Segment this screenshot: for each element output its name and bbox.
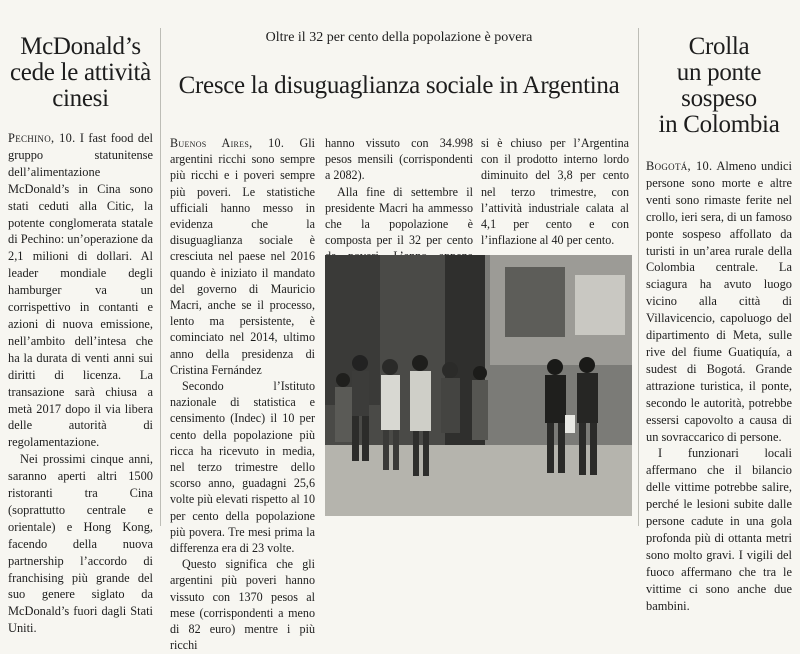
left-headline-line1: McDonald’s bbox=[20, 33, 141, 60]
right-column-rule bbox=[638, 28, 639, 526]
news-photo bbox=[325, 255, 632, 516]
left-headline-line2: cede le attività bbox=[10, 59, 151, 86]
left-headline bbox=[8, 34, 153, 112]
left-paragraph-2: Nei prossimi cinque anni, saranno aperti altri 1500 ristoranti tra Cina (soprattutto centrale e orientale) e Hong Kong, facendo della nuova partnership l’accordo di franchising più grande del suo genere siglato da McDonald’s fuori dagli Stati Uniti. bbox=[8, 452, 153, 636]
left-body bbox=[8, 130, 153, 637]
right-paragraph-2: I funzionari locali affermano che il bilancio delle vittime potrebbe salire, perché le lesioni subite dalle persone cadute in una gola profonda più di ottanta metri sono molto gravi. I vigili del fuoco affermano che tra le vittime ci sono anche due bambini. bbox=[646, 446, 792, 613]
center-col1-paragraph-1-text: Gli argentini ricchi sono sempre più ricchi e i poveri sempre più poveri. Le statistiche ufficiali hanno messo in evidenza che la disuguaglianza sociale è cresciuta nel paese nel 2016 quando è iniziato il mandato del governo di Mauricio Macri, anche se il processo, lento ma persistente, è cominciato nel 2014, ultimo anno della presidenza di Cristina Fernández bbox=[170, 136, 315, 377]
left-paragraph-1-text: I fast food del gruppo statunitense dell’alimentazione McDonald’s in Cina sono stati ceduti alla Citic, la potente conglomerata statale di Pechino: un’operazione da 2,1 milioni di dollari. Al leader mondiale degli hamburger va un corrispettivo in contanti e azioni di nuova emissione, nell’ambito dell’intesa che ha la durata di venti anni sui diritti di licenza. La transazione sarà chiusa a metà 2017 dopo il via libera delle autorità di regolamentazione. bbox=[8, 131, 153, 450]
right-headline bbox=[646, 34, 792, 138]
center-dateline: Buenos Aires, 10. bbox=[170, 136, 285, 150]
center-kicker: Oltre il 32 per cento della popolazione è povera bbox=[265, 30, 533, 45]
left-article bbox=[8, 10, 153, 637]
right-body bbox=[646, 158, 792, 614]
photo-street-crowd-icon bbox=[325, 255, 632, 516]
right-dateline: Bogotá, 10. bbox=[646, 159, 713, 173]
center-col1-paragraph-1 bbox=[170, 135, 315, 378]
right-article bbox=[646, 10, 792, 614]
right-headline-line1: Crolla bbox=[688, 33, 750, 60]
left-column-rule bbox=[160, 28, 161, 526]
left-paragraph-1 bbox=[8, 130, 153, 451]
center-col3-paragraph-1: si è chiuso per l’Argentina con il prodotto interno lordo diminuito del 3,8 per cento nel terzo trimestre, con l’attività industriale calata al 4,1 per cento e con l’inflazione al 40 per cento. bbox=[481, 136, 629, 248]
center-column-1 bbox=[170, 135, 315, 654]
left-dateline: Pechino, 10. bbox=[8, 131, 76, 145]
center-headline: Cresce la disuguaglianza sociale in Argentina bbox=[178, 72, 620, 99]
right-headline-line2: un ponte sospeso bbox=[676, 59, 762, 112]
right-paragraph-1-text: Almeno undici persone sono morte e altre venti sono rimaste ferite nel crollo, ieri sera, di un famoso ponte sospeso affollato da turisti in un’area rurale della Colombia centrale. La sciagura ha avuto luogo vicino alla città di Villavicencio, capoluogo del dipartimento di Meta, sulle rive del fiume Guatiquía, a sudest di Bogotá. Grande attrazione turistica, il ponte, secondo le autorità, potrebbe essersi capovolto a causa di un sovraccarico di persone. bbox=[646, 159, 792, 444]
center-col2-paragraph-1: hanno vissuto con 34.998 pesos mensili (corrispondenti a 2082). bbox=[325, 136, 473, 183]
center-col1-paragraph-3: Questo significa che gli argentini più poveri hanno vissuto con 1370 pesos al mese (corrispondenti a meno di 82 euro) mentre i più ricchi bbox=[170, 557, 315, 653]
right-paragraph-1 bbox=[646, 158, 792, 445]
center-column-3 bbox=[481, 135, 629, 248]
center-col1-paragraph-2: Secondo l’Istituto nazionale di statistica e censimento (Indec) il 10 per cento della popolazione più ricca ha ricevuto in media, nel terzo trimestre dello scorso anno, guadagni 25,6 volte più elevati rispetto al 10 per cento della popolazione più povera. Tre mesi prima la differenza era di 23 volte. bbox=[170, 379, 315, 556]
right-headline-line3: in Colombia bbox=[658, 111, 780, 138]
left-headline-line3: cinesi bbox=[52, 85, 109, 112]
center-col2-paragraph-2: Alla fine di settembre il presidente Macri ha ammesso che la popolazione è composta per il 32 per cento bbox=[325, 184, 473, 248]
